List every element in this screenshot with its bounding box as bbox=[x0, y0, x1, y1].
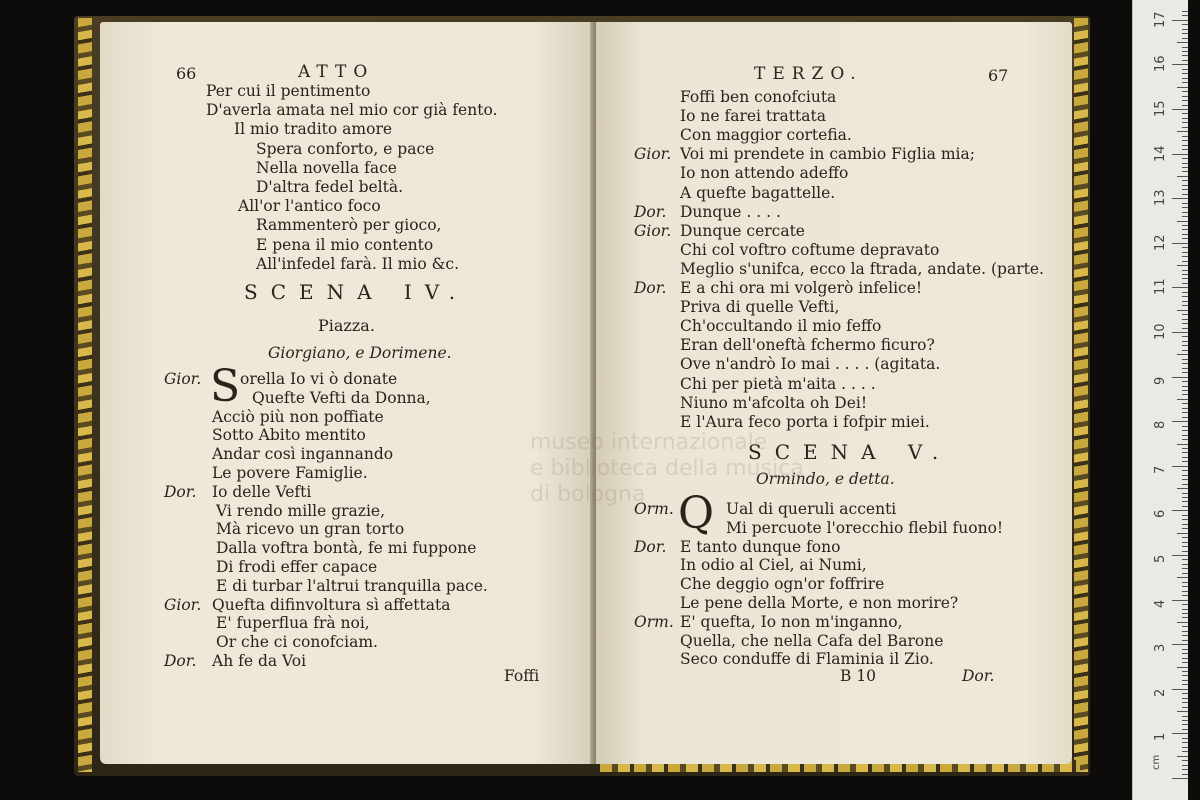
ruler-tick bbox=[1182, 559, 1188, 560]
ruler-tick bbox=[1177, 131, 1188, 132]
ruler-tick bbox=[1182, 707, 1188, 708]
text-line: A quefte bagattelle. bbox=[680, 183, 836, 202]
drop-cap: S bbox=[210, 361, 241, 412]
ruler-tick bbox=[1182, 515, 1188, 516]
ruler-tick bbox=[1182, 546, 1188, 547]
ruler-tick bbox=[1177, 667, 1188, 668]
ruler-tick bbox=[1172, 600, 1188, 601]
ruler-tick bbox=[1182, 738, 1188, 739]
ruler-tick bbox=[1182, 185, 1188, 186]
text-line: Eran dell'oneftà fchermo ficuro? bbox=[680, 336, 935, 355]
catchword: Foffi bbox=[504, 667, 540, 685]
ruler-tick bbox=[1177, 622, 1188, 623]
text-line: E di turbar l'altrui tranquilla pace. bbox=[216, 576, 488, 595]
ruler-tick bbox=[1182, 234, 1188, 235]
ruler-tick bbox=[1182, 452, 1188, 453]
text-line: Il mio tradito amore bbox=[234, 120, 393, 139]
ruler-tick bbox=[1182, 582, 1188, 583]
ruler-tick bbox=[1182, 609, 1188, 610]
speaker-label: Gior. bbox=[164, 595, 202, 614]
ruler-tick bbox=[1177, 176, 1188, 177]
ruler-tick bbox=[1182, 751, 1188, 752]
ruler-tick bbox=[1182, 15, 1188, 16]
ruler-tick bbox=[1172, 733, 1188, 734]
ruler-tick bbox=[1182, 475, 1188, 476]
ruler-tick bbox=[1182, 591, 1188, 592]
library-watermark bbox=[530, 430, 804, 508]
ruler-tick bbox=[1172, 332, 1188, 333]
ruler-tick bbox=[1177, 488, 1188, 489]
ruler-tick bbox=[1182, 345, 1188, 346]
ruler-tick bbox=[1182, 430, 1188, 431]
ruler-tick bbox=[1172, 421, 1188, 422]
ruler-tick bbox=[1182, 671, 1188, 672]
ruler-tick bbox=[1182, 350, 1188, 351]
ruler-label: 3 bbox=[1153, 643, 1168, 653]
text-line: Ch'occultando il mio feffo bbox=[680, 317, 882, 336]
ruler-tick bbox=[1182, 60, 1188, 61]
page-number: 67 bbox=[988, 66, 1009, 85]
ruler-tick bbox=[1182, 55, 1188, 56]
ruler-tick bbox=[1182, 229, 1188, 230]
ruler-tick bbox=[1182, 417, 1188, 418]
ruler-tick bbox=[1182, 78, 1188, 79]
ruler-tick bbox=[1182, 698, 1188, 699]
text-line: Le povere Famiglie. bbox=[212, 464, 368, 482]
speaker-label: Dor. bbox=[164, 482, 197, 501]
ruler-tick bbox=[1182, 171, 1188, 172]
ruler-label: 2 bbox=[1153, 688, 1168, 697]
ruler-tick bbox=[1182, 207, 1188, 208]
ruler-tick bbox=[1182, 524, 1188, 525]
watermark-line: di bologna bbox=[530, 482, 646, 507]
text-line: E a chi ora mi volgerò infelice! bbox=[680, 279, 923, 297]
text-line: Chi col voftro coftume depravato bbox=[680, 240, 940, 259]
ruler-tick bbox=[1177, 533, 1188, 534]
text-line: Ual di queruli accenti bbox=[726, 500, 897, 518]
ruler-label: 5 bbox=[1153, 554, 1168, 563]
text-line: Di frodi effer capace bbox=[216, 558, 378, 576]
ruler-tick bbox=[1182, 586, 1188, 587]
ruler-tick bbox=[1182, 252, 1188, 253]
ruler-tick bbox=[1177, 354, 1188, 355]
text-line: Priva di quelle Vefti, bbox=[680, 298, 840, 317]
ruler-tick bbox=[1182, 122, 1188, 123]
ruler-tick bbox=[1182, 448, 1188, 449]
ruler-tick bbox=[1182, 635, 1188, 636]
speaker-label: Dor. bbox=[164, 652, 197, 670]
text-line: Che deggio ogn'or foffrire bbox=[680, 575, 885, 594]
ruler-tick bbox=[1182, 528, 1188, 529]
ruler-tick bbox=[1182, 769, 1188, 770]
ruler-tick bbox=[1182, 127, 1188, 128]
ruler-tick bbox=[1182, 408, 1188, 409]
ruler-tick bbox=[1182, 105, 1188, 106]
ruler-tick bbox=[1182, 386, 1188, 387]
ruler-tick bbox=[1182, 573, 1188, 574]
ruler-tick bbox=[1182, 167, 1188, 168]
left-page bbox=[100, 22, 594, 764]
ruler-tick bbox=[1182, 693, 1188, 694]
ruler-tick bbox=[1182, 680, 1188, 681]
drop-cap: Q bbox=[678, 488, 715, 539]
ruler-tick bbox=[1172, 778, 1188, 779]
ruler-tick bbox=[1182, 136, 1188, 137]
ruler-tick bbox=[1182, 225, 1188, 226]
ruler-label: 1 bbox=[1153, 733, 1168, 742]
ruler-tick bbox=[1182, 301, 1188, 302]
text-line: E' quefta, Io non m'inganno, bbox=[680, 612, 903, 631]
ruler-tick bbox=[1182, 296, 1188, 297]
ruler-tick bbox=[1182, 368, 1188, 369]
ruler-tick bbox=[1177, 756, 1188, 757]
ruler-tick bbox=[1172, 154, 1188, 155]
text-line: Dalla voftra bontà, fe mi fuppone bbox=[216, 539, 477, 558]
scene-title: SCENA V. bbox=[748, 440, 952, 464]
ruler-tick bbox=[1182, 774, 1188, 775]
ruler-tick bbox=[1182, 702, 1188, 703]
signature-mark: B 10 bbox=[840, 667, 877, 685]
ruler-tick bbox=[1182, 595, 1188, 596]
ruler-tick bbox=[1172, 555, 1188, 556]
ruler-tick bbox=[1182, 381, 1188, 382]
ruler-tick bbox=[1182, 658, 1188, 659]
ruler-tick bbox=[1177, 444, 1188, 445]
ruler-tick bbox=[1182, 765, 1188, 766]
ruler-tick bbox=[1182, 47, 1188, 48]
text-line: Spera conforto, e pace bbox=[256, 139, 435, 158]
ruler-tick bbox=[1182, 716, 1188, 717]
ruler-tick bbox=[1182, 100, 1188, 101]
ruler-tick bbox=[1182, 82, 1188, 83]
ruler-tick bbox=[1182, 720, 1188, 721]
ruler-tick bbox=[1182, 470, 1188, 471]
ruler-tick bbox=[1182, 742, 1188, 743]
ruler-tick bbox=[1182, 363, 1188, 364]
ruler-tick bbox=[1172, 466, 1188, 467]
text-line: E tanto dunque fono bbox=[680, 537, 841, 556]
ruler-tick bbox=[1182, 328, 1188, 329]
watermark-line: museo internazionale bbox=[530, 430, 768, 455]
ruler-tick bbox=[1182, 394, 1188, 395]
text-line: Io ne farei trattata bbox=[680, 107, 826, 126]
ruler-tick bbox=[1182, 372, 1188, 373]
ruler-tick bbox=[1182, 542, 1188, 543]
ruler-label: 4 bbox=[1153, 599, 1168, 608]
text-line: All'infedel farà. Il mio &c. bbox=[256, 254, 460, 273]
ruler-tick bbox=[1182, 484, 1188, 485]
ruler-tick bbox=[1177, 42, 1188, 43]
ruler-tick bbox=[1182, 24, 1188, 25]
ruler-tick bbox=[1182, 38, 1188, 39]
text-line: Quefta difinvoltura sì affettata bbox=[212, 595, 451, 614]
ruler-tick bbox=[1182, 314, 1188, 315]
ruler-tick bbox=[1182, 91, 1188, 92]
text-line: Nella novella face bbox=[256, 158, 397, 177]
text-line: Andar così ingannando bbox=[212, 445, 394, 464]
scene-characters: Ormindo, e detta. bbox=[756, 470, 895, 488]
ruler-tick bbox=[1182, 238, 1188, 239]
ruler-tick bbox=[1182, 51, 1188, 52]
ruler-tick bbox=[1182, 283, 1188, 284]
ruler-tick bbox=[1182, 617, 1188, 618]
ruler-tick bbox=[1177, 711, 1188, 712]
ruler-tick bbox=[1182, 149, 1188, 150]
text-line: orella Io vi ò donate bbox=[240, 370, 398, 388]
ruler-tick bbox=[1177, 87, 1188, 88]
ruler-tick bbox=[1182, 73, 1188, 74]
ruler-label: 16 bbox=[1153, 55, 1168, 73]
ruler-tick bbox=[1177, 221, 1188, 222]
ruler-tick bbox=[1182, 640, 1188, 641]
speaker-label: Dor. bbox=[634, 279, 667, 297]
ruler-tick bbox=[1182, 426, 1188, 427]
speaker-label: Gior. bbox=[634, 145, 672, 164]
ruler-tick bbox=[1182, 96, 1188, 97]
ruler-tick bbox=[1182, 341, 1188, 342]
speaker-label: Orm. bbox=[634, 612, 674, 631]
ruler-tick bbox=[1172, 243, 1188, 244]
ruler-tick bbox=[1182, 564, 1188, 565]
text-line: All'or l'antico foco bbox=[238, 197, 381, 216]
ruler-label: 10 bbox=[1153, 323, 1168, 340]
text-line: Ah fe da Voi bbox=[212, 652, 307, 670]
text-line: Sotto Abito mentito bbox=[212, 426, 366, 445]
ruler-tick bbox=[1182, 158, 1188, 159]
ruler-label: 14 bbox=[1153, 145, 1168, 162]
ruler-label: 8 bbox=[1153, 420, 1168, 430]
ruler-unit: cm bbox=[1151, 754, 1162, 770]
catchword: Dor. bbox=[962, 667, 995, 685]
text-line: Mi percuote l'orecchio flebil fuono! bbox=[726, 518, 1004, 537]
scene-title: SCENA IV. bbox=[244, 280, 469, 304]
ruler-tick bbox=[1182, 163, 1188, 164]
ruler-tick bbox=[1172, 287, 1188, 288]
ruler-tick bbox=[1182, 729, 1188, 730]
ruler-tick bbox=[1182, 189, 1188, 190]
ruler-tick bbox=[1172, 20, 1188, 21]
ruler-tick bbox=[1182, 323, 1188, 324]
ruler-tick bbox=[1182, 479, 1188, 480]
ruler-tick bbox=[1182, 519, 1188, 520]
ruler-tick bbox=[1182, 760, 1188, 761]
ruler-tick bbox=[1182, 649, 1188, 650]
ruler-tick bbox=[1182, 412, 1188, 413]
running-header: ATTO bbox=[298, 62, 375, 82]
ruler-tick bbox=[1182, 261, 1188, 262]
ruler-label: 7 bbox=[1153, 465, 1168, 474]
ruler-label: 15 bbox=[1153, 100, 1168, 117]
ruler-tick bbox=[1182, 537, 1188, 538]
ruler-tick bbox=[1182, 493, 1188, 494]
ruler-tick bbox=[1172, 510, 1188, 511]
text-line: Le pene della Morte, e non morire? bbox=[680, 594, 959, 612]
text-line: Quefte Vefti da Donna, bbox=[252, 388, 431, 407]
ruler-tick bbox=[1182, 274, 1188, 275]
ruler-tick bbox=[1172, 644, 1188, 645]
ruler-tick bbox=[1182, 270, 1188, 271]
ruler-tick bbox=[1182, 203, 1188, 204]
ruler-tick bbox=[1182, 247, 1188, 248]
text-line: Mà ricevo un gran torto bbox=[216, 520, 405, 539]
ruler-tick bbox=[1182, 497, 1188, 498]
text-line: Quella, che nella Cafa del Barone bbox=[680, 631, 944, 650]
speaker-label: Dor. bbox=[634, 537, 667, 556]
ruler-label: 9 bbox=[1153, 376, 1168, 385]
text-line: Io delle Vefti bbox=[212, 482, 312, 501]
text-line: Seco conduffe di Flaminia il Zio. bbox=[680, 650, 934, 669]
speaker-label: Gior. bbox=[634, 221, 672, 240]
right-page bbox=[596, 22, 1072, 764]
ruler-tick bbox=[1182, 278, 1188, 279]
text-line: Ove n'andrò Io mai . . . . (agitata. bbox=[680, 355, 941, 374]
scene-location: Piazza. bbox=[318, 316, 375, 335]
text-line: Dunque . . . . bbox=[680, 202, 781, 221]
ruler-tick bbox=[1182, 439, 1188, 440]
ruler-label: 17 bbox=[1153, 11, 1168, 28]
ruler-tick bbox=[1182, 501, 1188, 502]
text-line: E' fuperflua frà noi, bbox=[216, 614, 370, 633]
ruler-tick bbox=[1182, 140, 1188, 141]
ruler-tick bbox=[1182, 631, 1188, 632]
ruler-tick bbox=[1182, 604, 1188, 605]
ruler-tick bbox=[1182, 747, 1188, 748]
ruler-tick bbox=[1182, 319, 1188, 320]
text-line: Voi mi prendete in cambio Figlia mia; bbox=[680, 145, 975, 164]
ruler-tick bbox=[1182, 145, 1188, 146]
text-line: E l'Aura feco porta i fofpir miei. bbox=[680, 412, 930, 431]
ruler-tick bbox=[1182, 194, 1188, 195]
ruler-tick bbox=[1182, 506, 1188, 507]
scene-characters: Giorgiano, e Dorimene. bbox=[268, 344, 452, 362]
text-line: Dunque cercate bbox=[680, 221, 805, 240]
cover-edge-right bbox=[1074, 18, 1088, 772]
ruler-tick bbox=[1182, 653, 1188, 654]
ruler-tick bbox=[1172, 64, 1188, 65]
ruler-tick bbox=[1182, 435, 1188, 436]
page-number: 66 bbox=[176, 64, 197, 83]
text-line: Vi rendo mille grazie, bbox=[216, 501, 386, 520]
running-header: TERZO. bbox=[754, 64, 863, 84]
ruler-tick bbox=[1172, 109, 1188, 110]
text-line: Foffi ben conofciuta bbox=[680, 88, 837, 106]
text-line: Chi per pietà m'aita . . . . bbox=[680, 374, 876, 393]
ruler-tick bbox=[1182, 461, 1188, 462]
text-line: Niuno m'afcolta oh Dei! bbox=[680, 393, 868, 412]
ruler-label: 12 bbox=[1153, 234, 1168, 251]
text-line: Acciò più non poffiate bbox=[212, 407, 384, 426]
ruler-tick bbox=[1182, 359, 1188, 360]
ruler-tick bbox=[1182, 568, 1188, 569]
ruler-tick bbox=[1172, 377, 1188, 378]
text-line: D'altra fedel beltà. bbox=[256, 178, 404, 196]
cover-edge-left bbox=[78, 18, 92, 772]
ruler-tick bbox=[1182, 29, 1188, 30]
watermark-line: e biblioteca della musica bbox=[530, 456, 804, 481]
ruler-tick bbox=[1182, 390, 1188, 391]
text-line: Io non attendo adeffo bbox=[680, 164, 849, 183]
ruler-tick bbox=[1182, 212, 1188, 213]
ruler-tick bbox=[1177, 399, 1188, 400]
ruler-tick bbox=[1182, 724, 1188, 725]
text-line: Or che ci conofciam. bbox=[216, 633, 378, 652]
ruler-tick bbox=[1182, 457, 1188, 458]
ruler-tick bbox=[1182, 626, 1188, 627]
ruler-tick bbox=[1177, 310, 1188, 311]
ruler-tick bbox=[1182, 113, 1188, 114]
ruler-tick bbox=[1182, 69, 1188, 70]
ruler-tick bbox=[1182, 336, 1188, 337]
text-line: D'averla amata nel mio cor già fento. bbox=[206, 101, 498, 120]
ruler-label: 6 bbox=[1153, 510, 1168, 519]
ruler-tick bbox=[1182, 180, 1188, 181]
speaker-label: Gior. bbox=[164, 370, 202, 388]
text-line: Rammenterò per gioco, bbox=[256, 216, 442, 235]
ruler-tick bbox=[1182, 613, 1188, 614]
measurement-ruler bbox=[1132, 0, 1188, 800]
ruler-tick bbox=[1182, 662, 1188, 663]
text-line: E pena il mio contento bbox=[256, 235, 434, 254]
text-line: In odio al Ciel, ai Numi, bbox=[680, 556, 867, 575]
ruler-tick bbox=[1182, 118, 1188, 119]
ruler-label: 13 bbox=[1153, 189, 1168, 207]
ruler-tick bbox=[1182, 33, 1188, 34]
ruler-tick bbox=[1172, 689, 1188, 690]
ruler-tick bbox=[1182, 292, 1188, 293]
ruler-tick bbox=[1177, 577, 1188, 578]
speaker-label: Orm. bbox=[634, 500, 674, 518]
text-line: Con maggior cortefia. bbox=[680, 126, 852, 145]
ruler-tick bbox=[1172, 198, 1188, 199]
ruler-tick bbox=[1182, 216, 1188, 217]
ruler-tick bbox=[1182, 684, 1188, 685]
ruler-tick bbox=[1182, 675, 1188, 676]
ruler-tick bbox=[1182, 256, 1188, 257]
ruler-tick bbox=[1182, 403, 1188, 404]
ruler-label: 11 bbox=[1153, 278, 1168, 296]
ruler-tick bbox=[1182, 551, 1188, 552]
ruler-tick bbox=[1182, 305, 1188, 306]
text-line: Meglio s'unifca, ecco la ftrada, andate. (parte. bbox=[680, 259, 1044, 278]
ruler-tick bbox=[1182, 11, 1188, 12]
speaker-label: Dor. bbox=[634, 202, 667, 221]
text-line: Per cui il pentimento bbox=[206, 82, 371, 100]
ruler-tick bbox=[1177, 265, 1188, 266]
